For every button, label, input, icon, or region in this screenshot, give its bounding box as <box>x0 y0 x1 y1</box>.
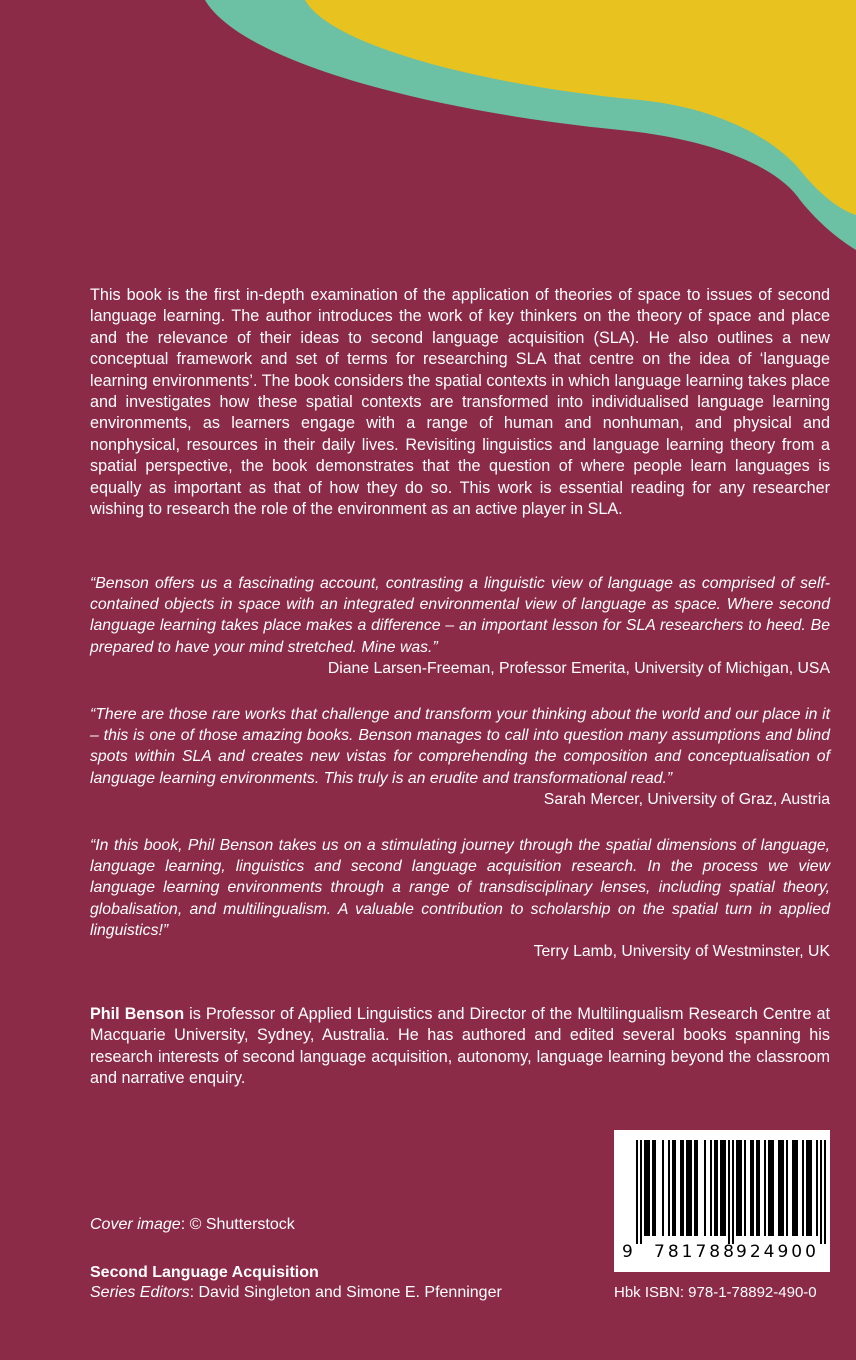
endorsement-mercer <box>90 704 830 810</box>
series-editors-names: : David Singleton and Simone E. Pfenninger <box>189 1284 502 1301</box>
barcode-bar <box>778 1140 780 1236</box>
barcode-bar <box>780 1140 782 1236</box>
barcode-bar <box>728 1140 730 1244</box>
barcode-bar <box>808 1140 810 1236</box>
endorsement-larsen-freeman <box>90 573 830 679</box>
barcode-bar <box>696 1140 698 1236</box>
barcode-digits-right: 924900 <box>736 1242 819 1262</box>
author-bio-text: is Professor of Applied Linguistics and Director of the Multilingualism Research Centre at Macquarie University, Sydney, Australia. He has authored and edited several books spanning his research interests of second language acquisition, autonomy, language learning beyond the classroom and narrative enquiry. <box>90 1005 830 1088</box>
barcode-bar <box>750 1140 752 1236</box>
barcode-bar <box>704 1140 706 1236</box>
quote-text: “Benson offers us a fascinating account, contrasting a linguistic view of language as comprised of self-contained objects in space with an integrated environmental view of language as space. Where second language learning takes place makes a difference – an important lesson for SLA researchers to heed. Be prepared to have your mind stretched. Mine was.” <box>90 575 830 656</box>
barcode-bar <box>786 1140 788 1236</box>
cover-image-label: Cover image <box>90 1216 181 1233</box>
barcode-bar <box>732 1140 734 1244</box>
barcode-bar <box>768 1140 770 1236</box>
series-editors-label: Series Editors <box>90 1284 190 1301</box>
barcode-bar <box>710 1140 712 1236</box>
barcode-bars <box>636 1140 826 1244</box>
barcode-bar <box>736 1140 738 1236</box>
barcode-bar <box>772 1140 774 1236</box>
barcode-bar <box>820 1140 822 1244</box>
barcode-bar <box>802 1140 804 1236</box>
barcode-bar <box>824 1140 826 1244</box>
barcode-bar <box>770 1140 772 1236</box>
quote-attribution: Sarah Mercer, University of Graz, Austria <box>543 790 830 808</box>
barcode-bar <box>652 1140 654 1236</box>
barcode-bar <box>810 1140 812 1236</box>
barcode-bar <box>816 1140 818 1236</box>
quote-text: “In this book, Phil Benson takes us on a stimulating journey through the spatial dimensions of language, language learning, linguistics and second language acquisition research. In the process we view language learning environments through a range of transdisciplinary lenses, including spatial theory, globalisation, and multilingualism. A valuable contribution to scholarship on the spatial turn in applied linguistics!” <box>90 837 830 939</box>
barcode-bar <box>756 1140 758 1236</box>
barcode-bar <box>640 1140 642 1244</box>
series-title: Second Language Acquisition <box>90 1264 319 1281</box>
barcode-bar <box>738 1140 740 1236</box>
barcode-bar <box>672 1140 674 1236</box>
author-name: Phil Benson <box>90 1005 185 1023</box>
barcode-bar <box>714 1140 716 1236</box>
barcode-bar <box>782 1140 784 1236</box>
barcode-bar <box>644 1140 646 1236</box>
barcode-bar <box>796 1140 798 1236</box>
author-bio <box>90 1004 830 1090</box>
quote-attribution: Diane Larsen-Freeman, Professor Emerita, University of Michigan, USA <box>327 659 830 677</box>
endorsement-lamb <box>90 835 830 962</box>
barcode-bar <box>636 1140 638 1244</box>
barcode-bar <box>688 1140 690 1236</box>
barcode-digits-left: 781788 <box>654 1242 737 1262</box>
barcode-bar <box>690 1140 692 1236</box>
cover-image-source: : © Shutterstock <box>180 1216 295 1233</box>
series-editors <box>90 1284 502 1302</box>
decorative-swoosh <box>0 0 856 260</box>
barcode-bar <box>646 1140 648 1236</box>
barcode-bar <box>752 1140 754 1236</box>
barcode-bar <box>674 1140 676 1236</box>
barcode-bar <box>764 1140 766 1236</box>
barcode-bar <box>686 1140 688 1236</box>
barcode-bar <box>654 1140 656 1236</box>
barcode-bar <box>744 1140 746 1236</box>
book-description: This book is the first in-depth examination of the application of theories of space to issues of second language learning. The author introduces the work of key thinkers on the theory of space and place and the relevance of their ideas to second language acquisition (SLA). He also outlines a new conceptual framework and set of terms for researching SLA that centre on the idea of ‘language learning environments’. The book considers the spatial contexts in which language learning takes place and investigates how these spatial contexts are transformed into individualised language learning environments, as learners engage with a range of human and nonhuman, and physical and nonphysical, resources in their daily lives. Revisiting linguistics and language learning theory from a spatial perspective, the book demonstrates that the question of where people learn languages is equally as important as that of how they do so. This work is essential reading for any researcher wishing to research the role of the environment as an active player in SLA. <box>90 286 830 519</box>
barcode-bar <box>680 1140 682 1236</box>
barcode-bar <box>648 1140 650 1236</box>
quote-text: “There are those rare works that challenge and transform your thinking about the world and our place in it – this is one of those amazing books. Benson manages to call into question many assumptions and blind spots within SLA and creates new vistas for comprehending the composition and conceptualisation of language learning environments. This truly is an erudite and transformational read.” <box>90 706 830 787</box>
barcode-bar <box>792 1140 794 1236</box>
barcode-digit-first: 9 <box>622 1242 633 1262</box>
cover-image-credit <box>90 1216 295 1234</box>
isbn: Hbk ISBN: 978-1-78892-490-0 <box>614 1284 817 1301</box>
barcode <box>614 1130 830 1272</box>
barcode-bar <box>694 1140 696 1236</box>
barcode-bar <box>806 1140 808 1236</box>
barcode-bar <box>662 1140 664 1236</box>
quote-attribution: Terry Lamb, University of Westminster, UK <box>533 943 830 961</box>
barcode-bar <box>724 1140 726 1236</box>
barcode-bar <box>758 1140 760 1236</box>
barcode-bar <box>682 1140 684 1236</box>
barcode-bar <box>740 1140 742 1236</box>
barcode-bar <box>668 1140 670 1236</box>
barcode-bar <box>722 1140 724 1236</box>
barcode-bar <box>720 1140 722 1236</box>
barcode-bar <box>794 1140 796 1236</box>
endorsements <box>90 573 830 987</box>
barcode-bar <box>716 1140 718 1236</box>
